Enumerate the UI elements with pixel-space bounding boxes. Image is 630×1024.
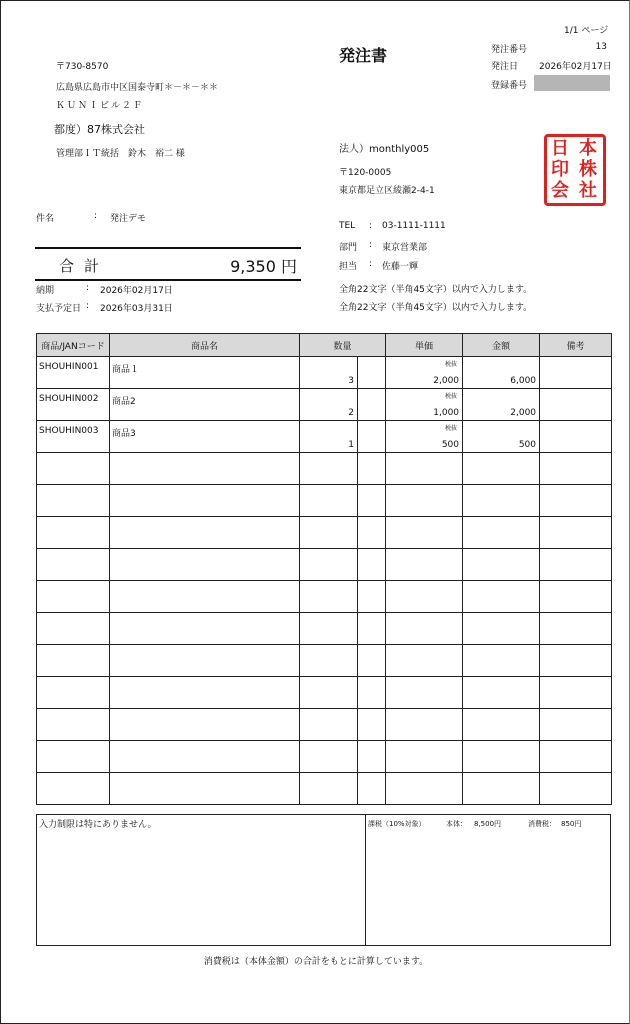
item-amount: 500 [518,440,537,450]
empty-cell [110,741,300,773]
tax-amount: 850円 [561,820,582,828]
sender-address: 東京都足立区綾瀬2-4-1 [339,186,435,196]
order-document: 1/1 ページ 発注書 発注番号 13 発注日 2026年02月17日 登録番号 〒730-8570 広島県広島市中区国泰寺町＊－＊－＊＊ ＫＵＮＩビル２Ｆ 都度）87株式会社 管理部ＩＴ統括 鈴木 裕二 様 法人）monthly005 〒120-0005 東京都足立区綾瀬2-4-1 日 本 印 株 会 社 TEL : 03-1111-1111 部門 : 東京営業部 担当 : 佐藤一輝 全角22文字（半角45文字）以内で入力します。 全角22文字（半角45文字）以内で入力します。 件名 : 発注デモ 合計 9,350 円 納期 : 2026年02月17日 支払予定日 : 2026年03月31日 商品/JANコード 商品名 数量 単価 金額 備考 SHOUHIN001 商品１ 3 税抜 2,000 6,000 SHOUHIN002 商品2 2 税抜 1,000 2,000 SHOUHIN003 商品3 1 税抜 500 500 入力制限は特にありません。 課税（10%対象） 本体： 8,500円 消費税： 850円 消費税は（本体金額）の合計をもとに計算しています。 [0,0,630,1024]
item-price-cell [386,421,463,453]
empty-cell [358,741,386,773]
empty-cell [540,549,612,581]
item-amount-cell [463,357,540,389]
empty-cell [463,485,540,517]
item-price: 1,000 [433,408,460,418]
footer-box [36,814,611,946]
empty-cell [386,453,463,485]
empty-cell [300,453,358,485]
empty-cell [386,677,463,709]
empty-cell [463,709,540,741]
empty-table-row [37,741,612,773]
item-tax-type: 税抜 [445,361,458,368]
item-qty: 1 [348,440,354,450]
item-qty: 3 [348,376,354,386]
header-price: 単価 [386,334,463,357]
stamp-char: 日 [551,138,569,159]
empty-cell [463,741,540,773]
item-qty-unit-cell [358,389,386,421]
recipient-building: ＫＵＮＩビル２Ｆ [56,101,145,111]
empty-cell [540,613,612,645]
item-code: SHOUHIN003 [37,421,110,453]
dept-value: 東京営業部 [382,243,428,253]
item-name: 商品3 [110,421,300,453]
empty-cell [463,645,540,677]
item-price-cell [386,357,463,389]
item-qty: 2 [348,408,354,418]
empty-cell [37,741,110,773]
staff-label: 担当 [339,262,358,272]
item-amount-cell [463,389,540,421]
empty-cell [463,549,540,581]
empty-cell [37,645,110,677]
item-qty-cell [300,389,358,421]
empty-cell [540,645,612,677]
item-price: 2,000 [433,376,460,386]
tax-calculation-note: 消費税は（本体金額）の合計をもとに計算しています。 [203,957,429,967]
item-price: 500 [441,440,460,450]
base-amount: 8,500円 [474,820,502,828]
order-date-label: 発注日 [491,62,519,72]
subject-value: 発注デモ [110,214,147,224]
item-qty-cell [300,421,358,453]
empty-cell [110,709,300,741]
empty-cell [300,549,358,581]
delivery-date-label: 納期 [36,286,55,296]
sender-note-2: 全角22文字（半角45文字）以内で入力します。 [339,303,533,313]
empty-cell [37,773,110,805]
item-remarks [540,389,612,421]
empty-cell [358,613,386,645]
item-amount: 2,000 [510,408,537,418]
empty-table-row [37,773,612,805]
empty-cell [463,517,540,549]
empty-cell [300,741,358,773]
empty-cell [110,485,300,517]
empty-cell [110,773,300,805]
header-remarks: 備考 [540,334,612,357]
tel-value: 03-1111-1111 [382,221,446,231]
item-name: 商品2 [110,389,300,421]
subject-label: 件名 [36,214,55,224]
empty-cell [463,773,540,805]
empty-cell [540,453,612,485]
empty-table-row [37,517,612,549]
item-tax-type: 税抜 [445,425,458,432]
empty-table-row [37,581,612,613]
empty-cell [300,613,358,645]
recipient-postal: 〒730-8570 [56,62,109,72]
order-date: 2026年02月17日 [539,62,612,72]
recipient-company: 都度）87株式会社 [54,123,145,136]
empty-cell [37,485,110,517]
item-qty-unit-cell [358,357,386,389]
empty-table-row [37,485,612,517]
tax-category: 課税（10%対象） [368,820,426,828]
empty-cell [386,549,463,581]
empty-cell [463,581,540,613]
recipient-person: 管理部ＩＴ統括 鈴木 裕二 様 [56,149,185,159]
company-seal-stamp [544,134,606,206]
stamp-char: 株 [579,159,597,180]
order-number-label: 発注番号 [491,45,528,55]
recipient-address: 広島県広島市中区国泰寺町＊－＊－＊＊ [56,83,219,93]
table-row [37,421,612,453]
empty-cell [540,773,612,805]
empty-cell [37,709,110,741]
registration-number-redacted [534,75,610,91]
empty-cell [358,517,386,549]
empty-cell [37,517,110,549]
empty-cell [358,549,386,581]
empty-cell [463,453,540,485]
item-tax-type: 税抜 [445,393,458,400]
payment-date: 2026年03月31日 [100,304,173,314]
empty-cell [386,741,463,773]
item-code: SHOUHIN002 [37,389,110,421]
empty-cell [110,549,300,581]
registration-number-label: 登録番号 [491,81,528,91]
stamp-char: 社 [579,180,597,201]
empty-cell [386,645,463,677]
item-price-cell [386,389,463,421]
empty-cell [540,581,612,613]
item-qty-cell [300,357,358,389]
table-row [37,357,612,389]
empty-cell [37,581,110,613]
empty-cell [386,517,463,549]
empty-cell [300,517,358,549]
empty-cell [540,741,612,773]
item-name: 商品１ [110,357,300,389]
empty-cell [300,677,358,709]
item-amount-cell [463,421,540,453]
empty-cell [110,613,300,645]
tax-amount-label: 消費税： [528,820,556,828]
empty-cell [37,453,110,485]
header-amount: 金額 [463,334,540,357]
empty-table-row [37,453,612,485]
empty-cell [386,773,463,805]
empty-cell [358,773,386,805]
stamp-char: 本 [579,138,597,159]
sender-note-1: 全角22文字（半角45文字）以内で入力します。 [339,285,533,295]
order-number: 13 [595,42,607,52]
item-code: SHOUHIN001 [37,357,110,389]
document-title: 発注書 [339,46,388,65]
empty-cell [300,709,358,741]
tel-label: TEL [339,221,356,231]
empty-cell [110,453,300,485]
total-value: 9,350 円 [230,257,297,276]
total-box [35,247,301,281]
staff-value: 佐藤一輝 [382,262,419,272]
header-code: 商品/JANコード [37,334,110,357]
sender-postal: 〒120-0005 [339,168,392,178]
empty-cell [540,485,612,517]
empty-cell [300,773,358,805]
delivery-date: 2026年02月17日 [100,286,173,296]
empty-cell [358,709,386,741]
empty-cell [110,517,300,549]
stamp-char: 印 [551,159,569,180]
empty-table-row [37,709,612,741]
empty-cell [358,485,386,517]
empty-cell [37,549,110,581]
empty-cell [540,517,612,549]
header-name: 商品名 [110,334,300,357]
dept-label: 部門 [339,243,358,253]
empty-cell [540,677,612,709]
empty-cell [463,613,540,645]
empty-cell [37,613,110,645]
empty-table-row [37,645,612,677]
base-amount-label: 本体： [446,820,467,828]
empty-cell [300,581,358,613]
empty-cell [300,485,358,517]
empty-table-row [37,613,612,645]
item-amount: 6,000 [510,376,537,386]
empty-cell [386,613,463,645]
payment-date-label: 支払予定日 [36,304,82,314]
page-indicator: 1/1 ページ [564,26,609,36]
total-label: 合計 [59,257,110,275]
empty-table-row [37,549,612,581]
empty-cell [358,677,386,709]
empty-table-row [37,677,612,709]
item-remarks [540,421,612,453]
table-row [37,389,612,421]
order-items-table [36,333,612,805]
empty-cell [386,709,463,741]
table-header-row [37,334,612,357]
empty-cell [110,677,300,709]
empty-cell [386,581,463,613]
stamp-char: 会 [551,180,569,201]
empty-cell [463,677,540,709]
sender-company: 法人）monthly005 [339,144,430,155]
empty-cell [110,581,300,613]
item-qty-unit-cell [358,421,386,453]
empty-cell [358,581,386,613]
header-qty: 数量 [300,334,386,357]
empty-cell [110,645,300,677]
empty-cell [37,677,110,709]
empty-cell [386,485,463,517]
empty-cell [540,709,612,741]
item-remarks [540,357,612,389]
empty-cell [358,453,386,485]
footer-note: 入力制限は特にありません。 [39,820,157,830]
empty-cell [300,645,358,677]
empty-cell [358,645,386,677]
